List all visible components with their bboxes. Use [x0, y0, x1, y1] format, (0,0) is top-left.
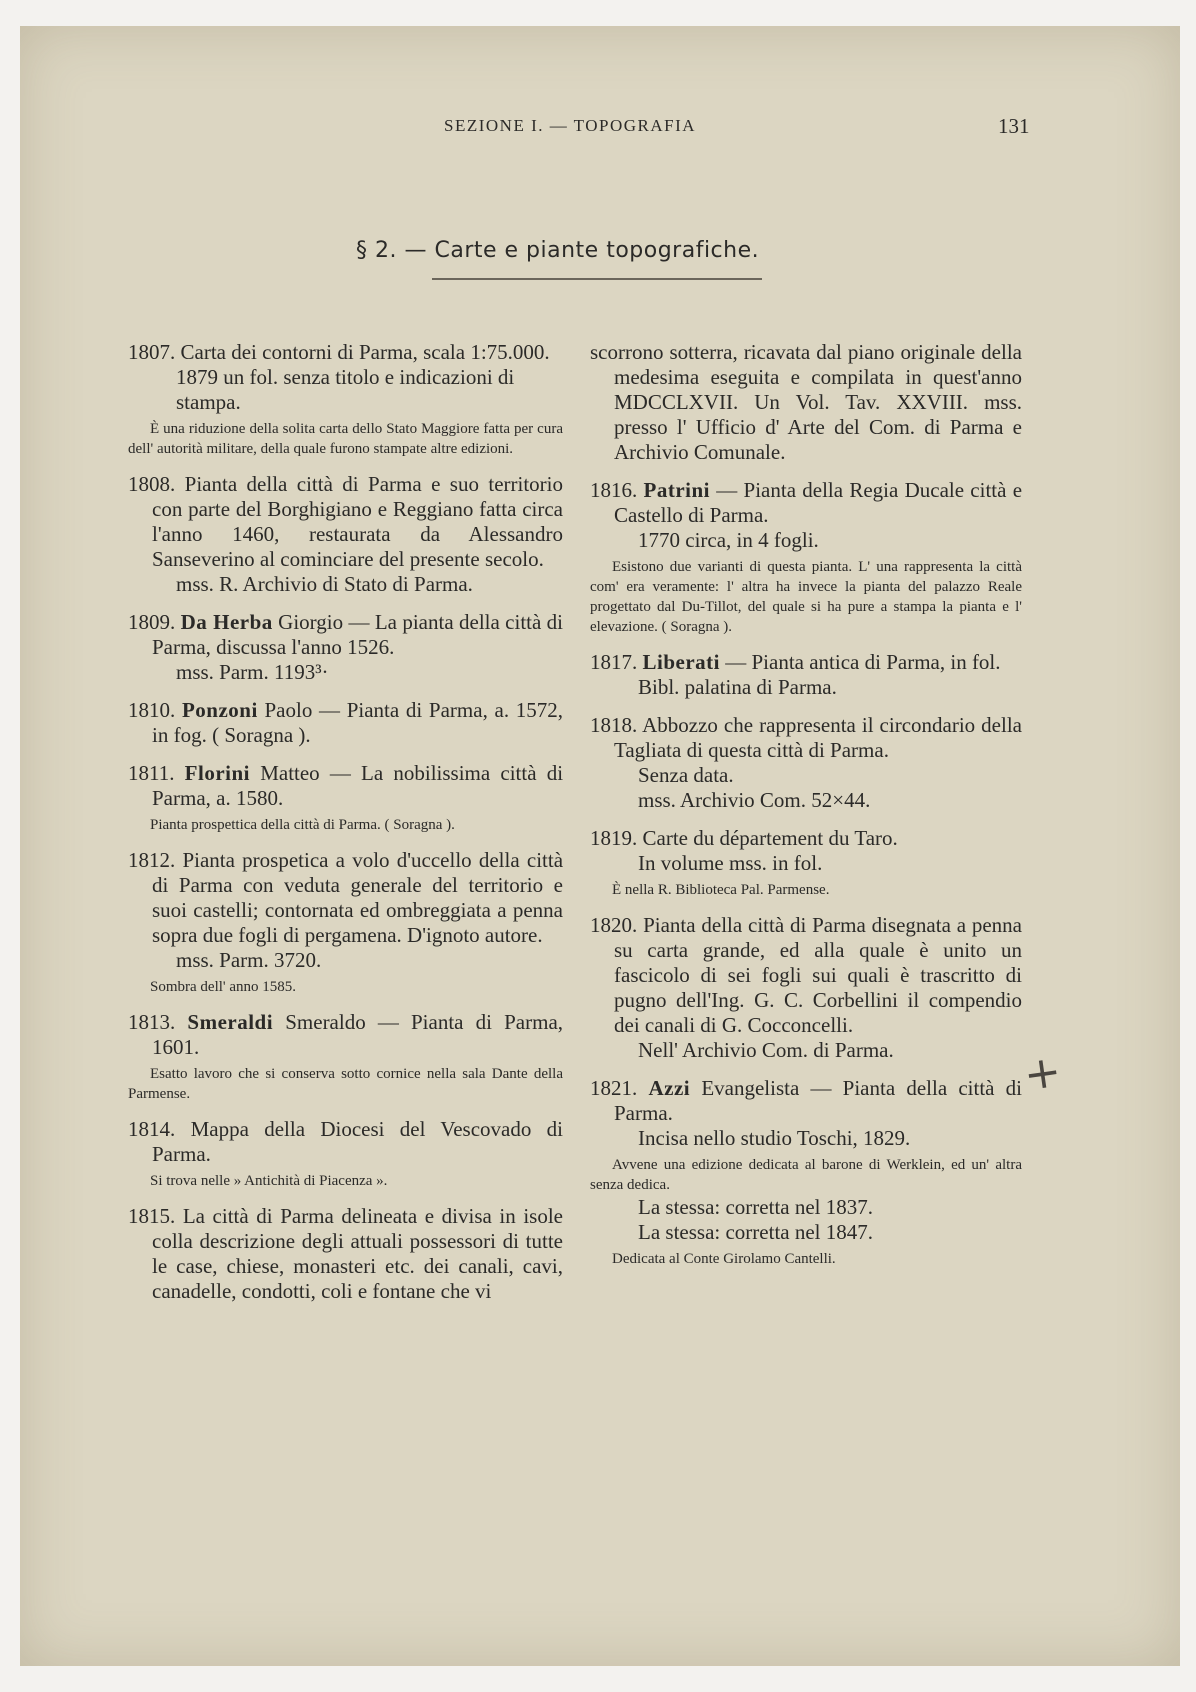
entry-detail: 1879 un fol. senza titolo e indicazioni di stampa. [176, 365, 515, 414]
catalog-entry [590, 650, 1022, 700]
entry-description: Carte du département du Taro. [642, 826, 898, 850]
entry-detail: mss. Archivio Com. 52×44. [638, 788, 871, 812]
margin-cross-mark: + [1020, 1045, 1065, 1102]
entry-author: Ponzoni [181, 698, 258, 722]
book-page [20, 26, 1180, 1666]
entry-author: Azzi [648, 1076, 691, 1100]
entry-author: Smeraldi [187, 1010, 274, 1034]
entry-text [590, 478, 1022, 528]
entry-note: Esatto lavoro che si conserva sotto cornice nella sala Dante della Parmense. [128, 1066, 563, 1102]
catalog-entry [590, 340, 1022, 465]
entry-text [128, 698, 563, 748]
entry-detail: In volume mss. in fol. [638, 851, 823, 875]
entry-number: 1815. [128, 1204, 176, 1228]
entry-description: — Pianta della Regia Ducale città e Castello di Parma. [614, 478, 1023, 527]
entry-number: 1812. [128, 848, 176, 872]
entry-description: Smeraldo — Pianta di Parma, 1601. [152, 1010, 564, 1059]
entry-detail: 1770 circa, in 4 fogli. [638, 528, 819, 552]
entry-number: 1809. [128, 610, 176, 634]
entry-text [590, 713, 1022, 763]
entry-note: Esistono due varianti di questa pianta. L' una rappresenta la città com' era veramente: l' altra ha invece la pianta del palazzo Reale progettato dal Du-Tillot, del quale si ha pure a stampa la pianta e l' elevazione. ( Soragna ). [590, 559, 1022, 635]
entry-text [128, 1204, 563, 1304]
entry-detail: Incisa nello studio Toschi, 1829. [638, 1126, 911, 1150]
entry-text [590, 826, 1022, 851]
right-column [590, 340, 1022, 1282]
entry-author: Florini [184, 761, 251, 785]
entry-text [590, 340, 1022, 465]
entry-detail: La stessa: corretta nel 1837. [638, 1195, 873, 1219]
entry-number: 1808. [128, 472, 176, 496]
entry-description: Matteo — La nobilissima città di Parma, a. 1580. [152, 761, 564, 810]
catalog-entry [128, 761, 563, 835]
catalog-entry [590, 826, 1022, 900]
entry-number: 1813. [128, 1010, 176, 1034]
entry-text [590, 1076, 1022, 1126]
catalog-entry [590, 713, 1022, 813]
entry-description: — Pianta antica di Parma, in fol. [725, 650, 1001, 674]
entry-text [128, 1010, 563, 1060]
entry-number: 1816. [590, 478, 638, 502]
catalog-entry [128, 698, 563, 748]
entry-number: 1819. [590, 826, 638, 850]
entry-description: Pianta prospetica a volo d'uccello della città di Parma con veduta generale del territorio e suoi castelli; contornata ed ombreggiata a penna sopra due fogli di pergamena. D'ignoto autore. [152, 848, 564, 947]
catalog-entry [128, 1117, 563, 1191]
entry-author: Da Herba [180, 610, 273, 634]
entry-text [128, 848, 563, 948]
entry-text [590, 913, 1022, 1038]
entry-text [128, 761, 563, 811]
entry-description: Carta dei contorni di Parma, scala 1:75.000. [180, 340, 550, 364]
entry-description: Paolo — Pianta di Parma, a. 1572, in fog. ( Soragna ). [152, 698, 564, 747]
catalog-entry [128, 610, 563, 685]
title-underline [432, 278, 762, 280]
entry-number: 1814. [128, 1117, 176, 1141]
entry-number: 1810. [128, 698, 176, 722]
entry-note: Pianta prospettica della città di Parma. ( Soragna ). [150, 817, 455, 833]
entry-note: Avvene una edizione dedicata al barone di Werklein, ed un' altra senza dedica. [590, 1157, 1022, 1193]
entry-detail: Senza data. [638, 763, 734, 787]
entry-note: Dedicata al Conte Girolamo Cantelli. [612, 1251, 836, 1267]
entry-text [128, 610, 563, 660]
entry-text [128, 340, 563, 365]
entry-number: 1820. [590, 913, 638, 937]
entry-description: Pianta della città di Parma disegnata a penna su carta grande, ed alla quale è unito un fascicolo di sei fogli sui quali è trascritto di pugno dell'Ing. G. C. Corbellini il compendio dei canali di G. Cocconcelli. [614, 913, 1023, 1037]
entry-detail: Nell' Archivio Com. di Parma. [638, 1038, 894, 1062]
left-column [128, 340, 563, 1317]
entry-description: La città di Parma delineata e divisa in isole colla descrizione degli attuali possessori di tutte le case, chiese, monasteri etc. dei canali, cavi, canadelle, condotti, coli e fontane che vi [152, 1204, 563, 1303]
entry-description: Mappa della Diocesi del Vescovado di Parma. [152, 1117, 564, 1166]
entry-description: Pianta della città di Parma e suo territorio con parte del Borghigiano e Reggiano fatta circa l'anno 1460, restaurata da Alessandro Sanseverino al cominciare del presente secolo. [152, 472, 564, 571]
entry-note: È una riduzione della solita carta dello Stato Maggiore fatta per cura dell' autorità militare, della quale furono stampate altre edizioni. [128, 421, 563, 457]
catalog-entry [128, 472, 563, 597]
catalog-entry [590, 478, 1022, 637]
catalog-entry [128, 848, 563, 997]
entry-number: 1818. [590, 713, 638, 737]
catalog-entry [590, 913, 1022, 1063]
running-head: SEZIONE I. — TOPOGRAFIA [444, 116, 697, 135]
page-body [20, 26, 1180, 1666]
entry-number: 1821. [590, 1076, 638, 1100]
catalog-entry [590, 1076, 1022, 1269]
catalog-entry [128, 340, 563, 459]
entry-number: 1817. [590, 650, 638, 674]
entry-detail: mss. Parm. 3720. [176, 948, 322, 972]
entry-number: 1811. [128, 761, 175, 785]
entry-author: Patrini [643, 478, 711, 502]
entry-number: 1807. [128, 340, 176, 364]
catalog-entry [128, 1204, 563, 1304]
entry-text [590, 650, 1022, 675]
entry-description: Abbozzo che rappresenta il circondario della Tagliata di questa città di Parma. [614, 713, 1022, 762]
entry-note: Sombra dell' anno 1585. [150, 979, 297, 995]
entry-author: Liberati [642, 650, 720, 674]
entry-detail: La stessa: corretta nel 1847. [638, 1220, 873, 1244]
entry-text [128, 472, 563, 572]
section-title: § 2. — Carte e piante topografiche. [356, 238, 760, 263]
entry-detail: mss. Parm. 1193³· [176, 660, 329, 684]
entry-description: scorrono sotterra, ricavata dal piano originale della medesima eseguita e compilata in quest'anno MDCCLXVII. Un Vol. Tav. XXVIII. mss. presso l' Ufficio d' Arte del Com. di Parma e Archivio Comunale. [590, 340, 1022, 464]
entry-detail: Bibl. palatina di Parma. [638, 675, 837, 699]
entry-description: Evangelista — Pianta della città di Parma. [614, 1076, 1023, 1125]
catalog-entry [128, 1010, 563, 1104]
entry-description: Giorgio — La pianta della città di Parma, discussa l'anno 1526. [152, 610, 563, 659]
entry-detail: mss. R. Archivio di Stato di Parma. [176, 572, 473, 596]
page-number: 131 [998, 114, 1030, 138]
entry-note: È nella R. Biblioteca Pal. Parmense. [612, 882, 830, 898]
entry-note: Si trova nelle » Antichità di Piacenza ». [150, 1173, 388, 1189]
entry-text [128, 1117, 563, 1167]
